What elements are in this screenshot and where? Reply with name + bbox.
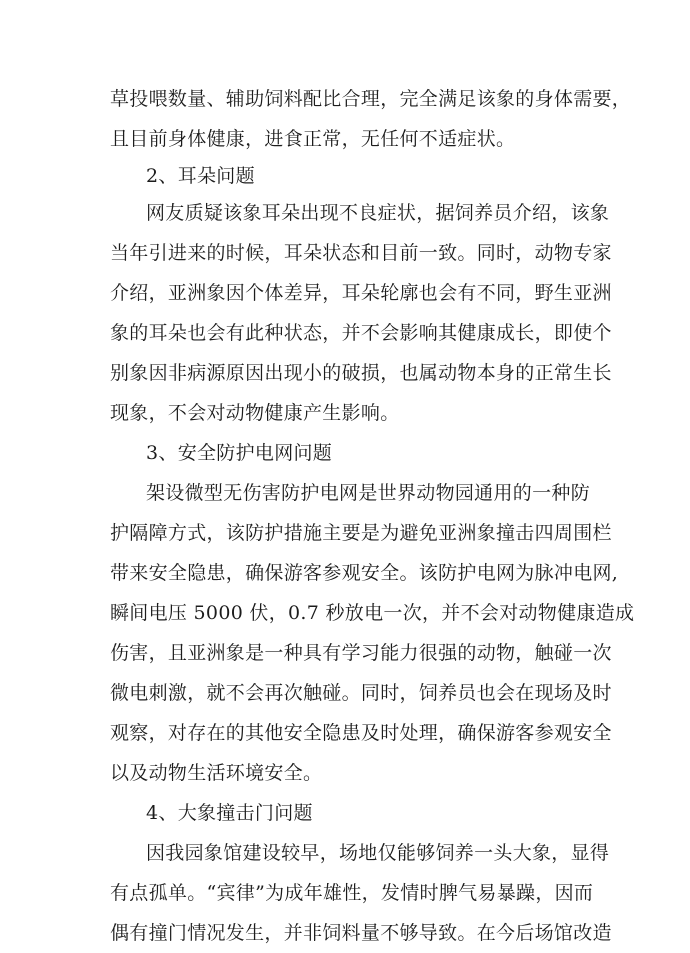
- paragraph-line: 当年引进来的时候，耳朵状态和目前一致。同时，动物专家: [110, 242, 612, 264]
- paragraph-line: 观察，对存在的其他安全隐患及时处理，确保游客参观安全: [110, 722, 612, 744]
- paragraph-line: 瞬间电压 5000 伏，0.7 秒放电一次，并不会对动物健康造成: [110, 602, 635, 624]
- paragraph-line: 偶有撞门情况发生，并非饲料量不够导致。在今后场馆改造: [110, 922, 612, 944]
- paragraph-line: 微电刺激，就不会再次触碰。同时，饲养员也会在现场及时: [110, 682, 612, 704]
- section-heading-electric-fence: 3、安全防护电网问题: [146, 442, 333, 464]
- paragraph-line: 因我园象馆建设较早，场地仅能够饲养一头大象，显得: [146, 842, 610, 864]
- paragraph-line: 伤害，且亚洲象是一种具有学习能力很强的动物，触碰一次: [110, 642, 612, 664]
- paragraph-line: 网友质疑该象耳朵出现不良症状，据饲养员介绍，该象: [146, 202, 610, 224]
- paragraph-line: 别象因非病源原因出现小的破损，也属动物本身的正常生长: [110, 362, 612, 384]
- paragraph-line: 护隔障方式，该防护措施主要是为避免亚洲象撞击四周围栏: [110, 522, 612, 544]
- intro-line-2: 且目前身体健康，进食正常，无任何不适症状。: [110, 128, 516, 150]
- intro-line-1: 草投喂数量、辅助饲料配比合理，完全满足该象的身体需要，: [110, 88, 632, 110]
- paragraph-line: 介绍，亚洲象因个体差异，耳朵轮廓也会有不同，野生亚洲: [110, 282, 612, 304]
- paragraph-line: 象的耳朵也会有此种状态，并不会影响其健康成长，即使个: [110, 322, 612, 344]
- section-heading-door-hitting: 4、大象撞击门问题: [146, 802, 313, 824]
- section-heading-ears: 2、耳朵问题: [146, 165, 255, 187]
- paragraph-line: 带来安全隐患，确保游客参观安全。该防护电网为脉冲电网,: [110, 562, 619, 584]
- paragraph-line: 架设微型无伤害防护电网是世界动物园通用的一种防: [146, 482, 590, 504]
- paragraph-line: 现象，不会对动物健康产生影响。: [110, 402, 400, 424]
- paragraph-line: 有点孤单。“宾律”为成年雄性，发情时脾气易暴躁，因而: [110, 882, 594, 904]
- paragraph-line: 以及动物生活环境安全。: [110, 762, 323, 784]
